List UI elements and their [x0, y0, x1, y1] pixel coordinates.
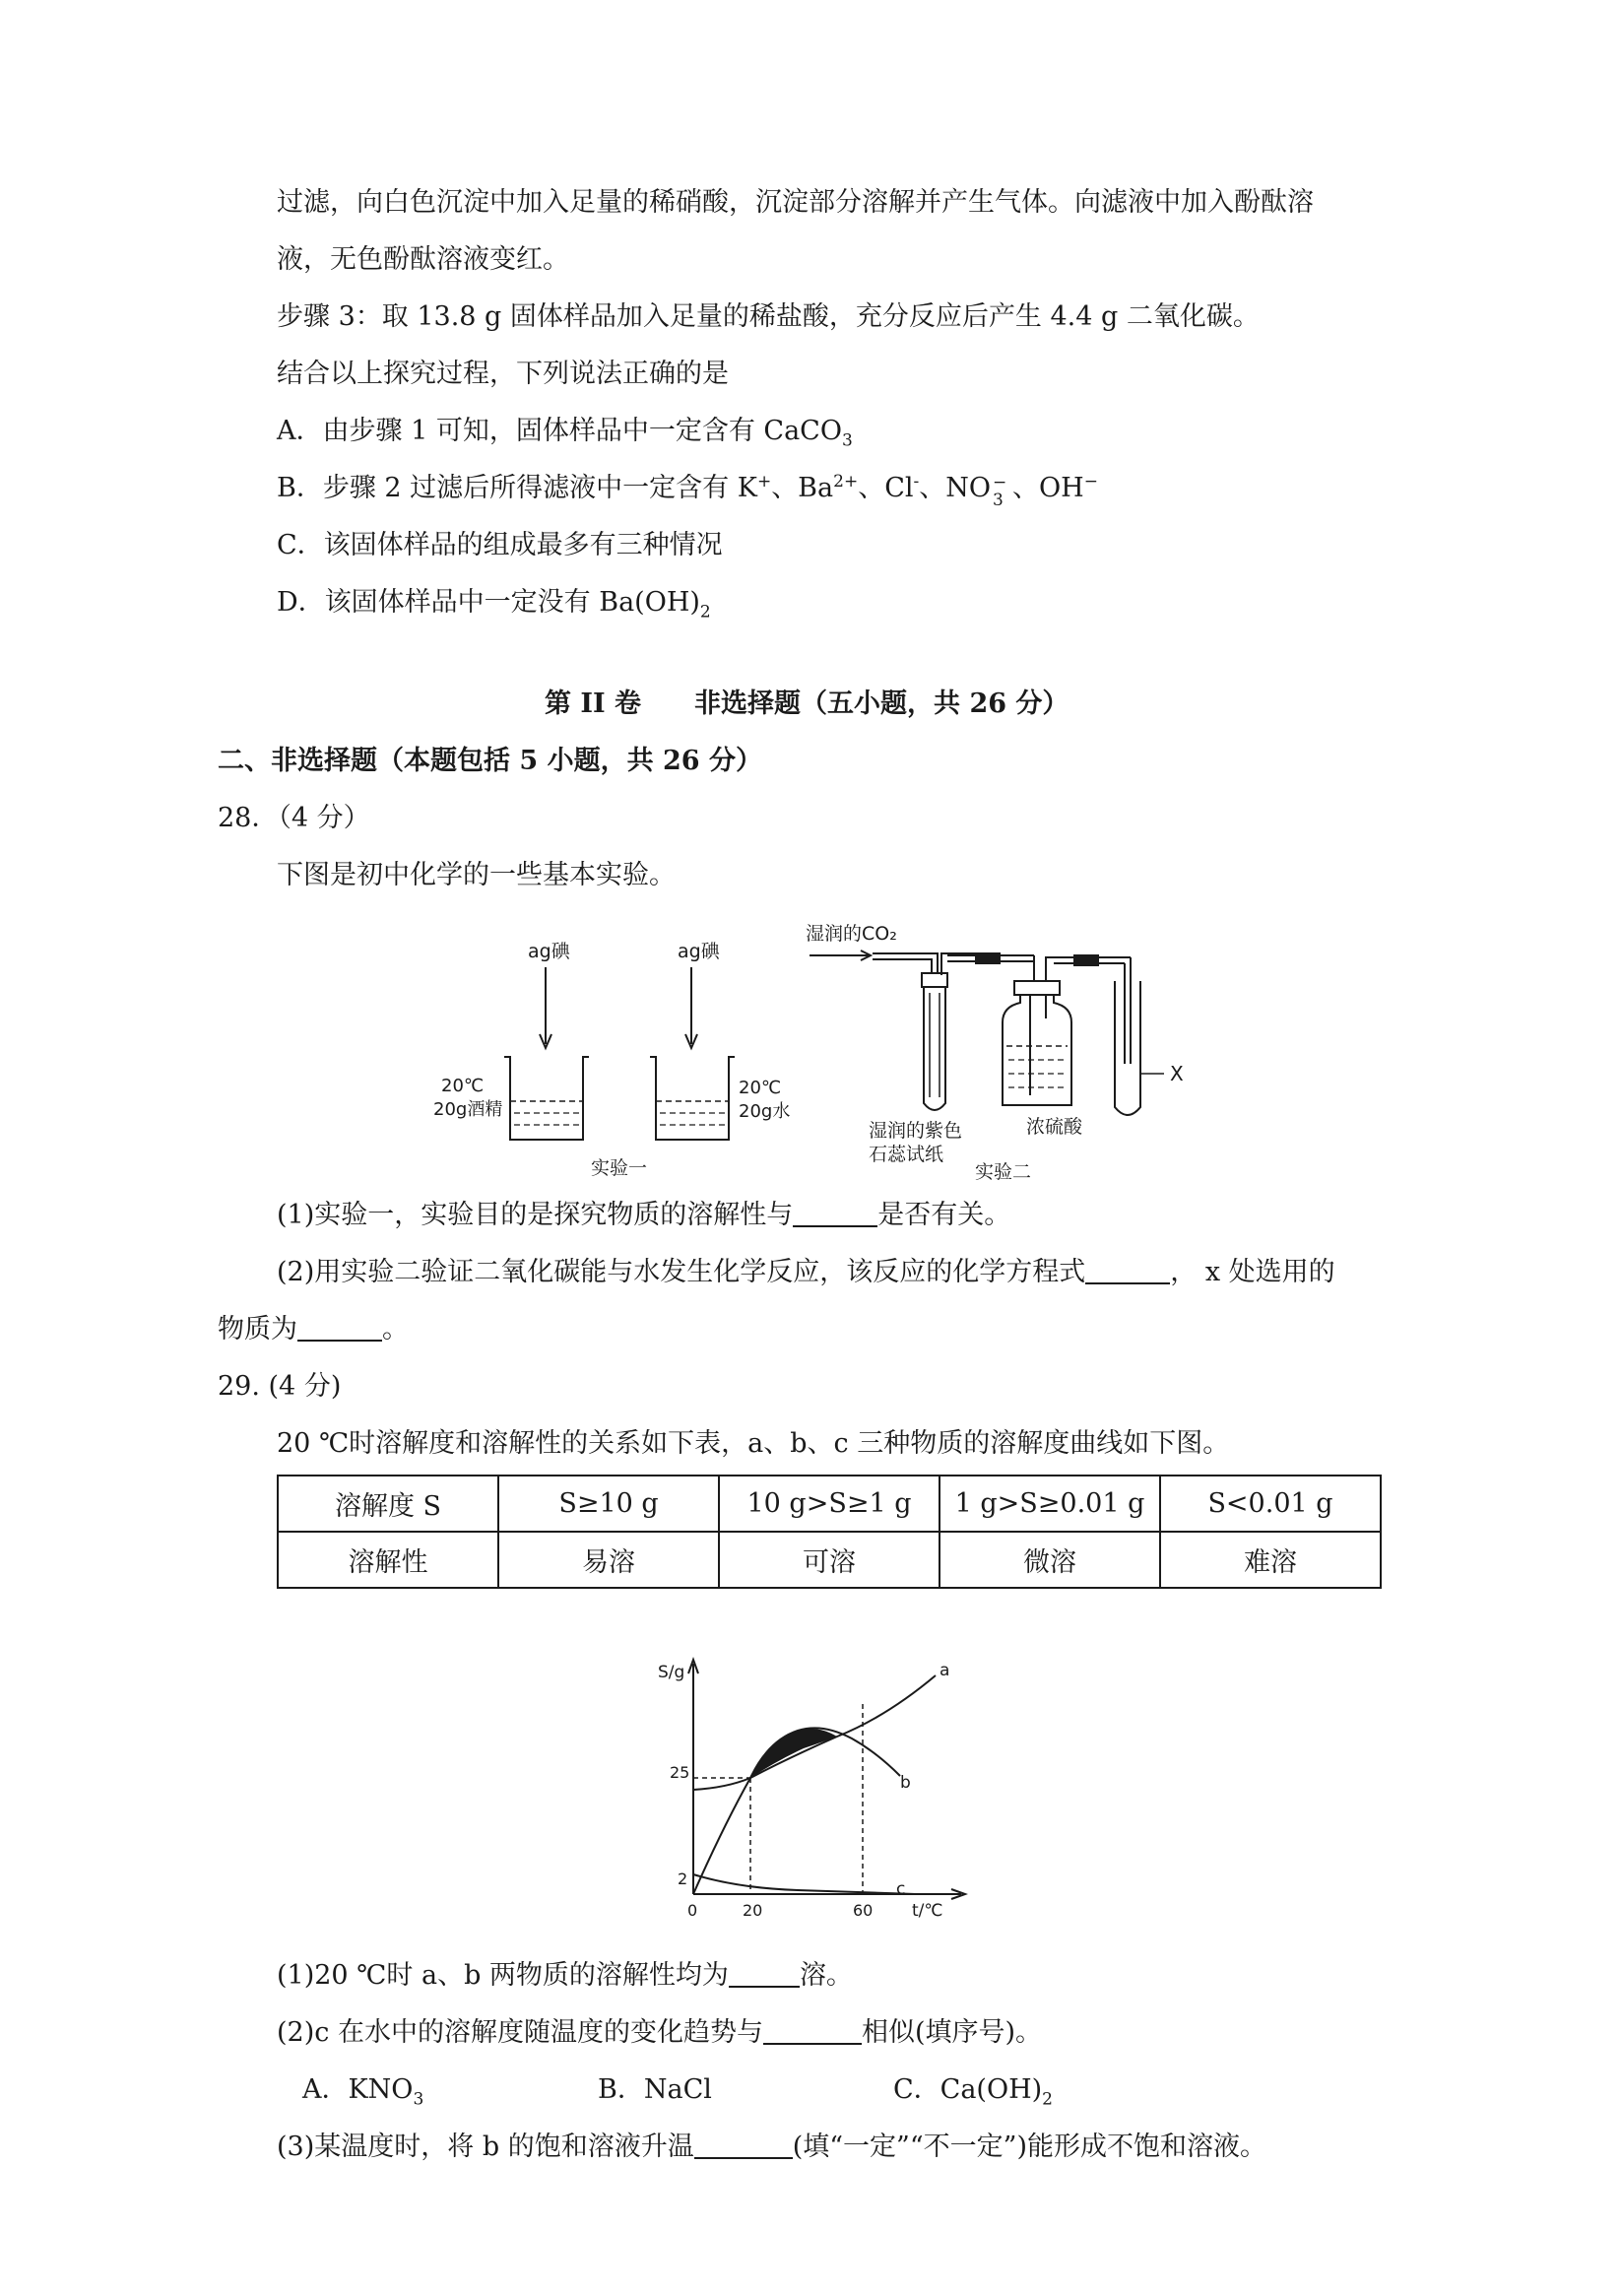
q29-sub3-post: (填“一定”“不一定”)能形成不饱和溶液。: [792, 2132, 1266, 2162]
q29-option-c-sub: 2: [1042, 2089, 1053, 2110]
q27-prompt: 结合以上探究过程，下列说法正确的是: [277, 359, 729, 389]
cond-2b: 20g水: [739, 1101, 791, 1122]
table-cell: S≥10 g: [498, 1476, 719, 1532]
q28-number: 28．（4 分）: [218, 803, 370, 833]
table-cell: S<0.01 g: [1160, 1476, 1381, 1532]
series-c-label: c: [896, 1879, 906, 1899]
table-cell: 溶解度 S: [278, 1476, 498, 1532]
answer-blank-4[interactable]: [729, 1960, 800, 1988]
table-row: [278, 1532, 1381, 1588]
q27-option-a: [277, 414, 853, 449]
sep4: 、OH: [1012, 473, 1084, 503]
q27-option-a-text: A．由步骤 1 可知，固体样品中一定含有 CaCO: [277, 416, 842, 446]
q28-sub2-line2-pre: 物质为: [218, 1314, 297, 1345]
x-label: X: [1170, 1062, 1184, 1085]
answer-blank-5[interactable]: [763, 2017, 862, 2045]
table-cell: 微溶: [940, 1532, 1160, 1588]
ion-k-charge: +: [756, 472, 772, 492]
q28-sub2-line2: [218, 1312, 409, 1347]
stopper-1: [922, 973, 947, 987]
iodine-label-2: ag碘: [678, 941, 720, 962]
sep3: 、NO: [919, 473, 992, 503]
y-tick-2: 2: [678, 1870, 688, 1888]
q29-sub1-post: 溶。: [799, 1960, 853, 1991]
beaker-2: [650, 1057, 735, 1140]
acid-label: 浓硫酸: [1026, 1116, 1083, 1138]
table-cell: 难溶: [1160, 1532, 1381, 1588]
q28-sub1: [277, 1198, 1010, 1233]
solubility-curve-chart: [640, 1650, 975, 1921]
series-b-label: b: [900, 1773, 911, 1793]
q29-sub2-post: 相似(填序号)。: [861, 2017, 1043, 2048]
x-axis-label: t/℃: [912, 1901, 943, 1921]
stopper-2: [1014, 981, 1060, 995]
ion-oh-charge: −: [1083, 472, 1098, 492]
cond-1b: 20g酒精: [433, 1099, 503, 1120]
answer-blank-3[interactable]: [297, 1314, 382, 1342]
q27-option-d-sub: 2: [699, 602, 711, 623]
q28-sub2-mid: ， x 处选用的: [1170, 1257, 1335, 1287]
table-cell: 可溶: [719, 1532, 940, 1588]
origin-label: 0: [687, 1901, 698, 1920]
answer-blank-2[interactable]: [1085, 1257, 1170, 1284]
solubility-table: [277, 1475, 1382, 1589]
exp2-label: 实验二: [975, 1161, 1032, 1182]
q28-intro: 下图是初中化学的一些基本实验。: [277, 860, 676, 890]
q27-step3: 步骤 3：取 13.8 g 固体样品加入足量的稀盐酸，充分反应后产生 4.4 g 二氧化碳。: [277, 301, 1260, 332]
y-tick-25: 25: [670, 1763, 690, 1782]
q27-option-d-text: D．该固体样品中一定没有 Ba(OH): [277, 587, 700, 618]
ion-cl-charge: -: [913, 472, 920, 492]
q27-text-line2: 液，无色酚酞溶液变红。: [277, 244, 569, 275]
q27-option-b-text: B．步骤 2 过滤后所得滤液中一定含有 K: [277, 473, 757, 503]
iodine-label-1: ag碘: [528, 941, 570, 962]
q29-sub2: [277, 2015, 1042, 2051]
table-cell: 1 g>S≥0.01 g: [940, 1476, 1160, 1532]
table-cell: 易溶: [498, 1532, 719, 1588]
table-cell: 溶解性: [278, 1532, 498, 1588]
q28-sub1-pre: (1)实验一，实验目的是探究物质的溶解性与: [277, 1200, 794, 1230]
sep1: 、Ba: [771, 473, 834, 503]
sep2: 、Cl: [858, 473, 914, 503]
table-cell: 10 g>S≥1 g: [719, 1476, 940, 1532]
ion-no3-sub: 3: [993, 491, 1004, 510]
q29-option-b: B．NaCl: [598, 2074, 712, 2105]
acid-bottle: [1003, 995, 1071, 1105]
beaker-1: [504, 1057, 589, 1140]
q29-sub3: [277, 2130, 1266, 2165]
x-tick-60: 60: [853, 1901, 874, 1920]
test-tube-1: [924, 987, 945, 1110]
section-heading: 二、非选择题（本题包括 5 小题，共 26 分）: [218, 746, 762, 776]
q29-option-a: [302, 2072, 423, 2108]
ion-no3-charge: −: [993, 473, 1007, 492]
connector-1-hose: [975, 952, 1001, 964]
q28-sub2-line2-post: 。: [382, 1314, 409, 1345]
q29-sub3-pre: (3)某温度时，将 b 的饱和溶液升温: [277, 2132, 694, 2162]
litmus-label-2: 石蕊试纸: [869, 1144, 944, 1165]
inlet-pipe: [873, 953, 938, 975]
q27-text-line1: 过滤，向白色沉淀中加入足量的稀硝酸，沉淀部分溶解并产生气体。向滤液中加入酚酞溶: [277, 187, 1314, 218]
q28-sub2-pre: (2)用实验二验证二氧化碳能与水发生化学反应，该反应的化学方程式: [277, 1257, 1086, 1287]
q27-option-d: [277, 585, 711, 621]
answer-blank-6[interactable]: [694, 2132, 793, 2159]
test-tube-2: [1115, 981, 1140, 1115]
curve-c: [693, 1874, 916, 1894]
q28-sub2: [277, 1255, 1335, 1290]
q27-option-c: C．该固体样品的组成最多有三种情况: [277, 530, 723, 560]
table-row: [278, 1476, 1381, 1532]
ion-no3-scripts: [991, 473, 1012, 510]
experiment-figure: [423, 916, 1221, 1182]
q29-sub2-pre: (2)c 在水中的溶解度随温度的变化趋势与: [277, 2017, 763, 2048]
y-axis-label: S/g: [658, 1663, 685, 1682]
q29-number: 29. (4 分): [218, 1371, 342, 1402]
answer-blank-1[interactable]: [793, 1200, 877, 1227]
q29-option-c-text: C．Ca(OH): [893, 2074, 1043, 2105]
exp1-label: 实验一: [591, 1157, 648, 1179]
q29-option-a-text: A．KNO: [302, 2074, 414, 2105]
q29-sub1: [277, 1958, 853, 1994]
cond-2a: 20℃: [739, 1078, 782, 1098]
connector-2-hose: [1073, 954, 1099, 966]
litmus-label-1: 湿润的紫色: [869, 1120, 963, 1142]
q29-option-a-sub: 3: [413, 2089, 424, 2110]
q29-sub1-pre: (1)20 ℃时 a、b 两物质的溶解性均为: [277, 1960, 729, 1991]
q27-option-a-sub: 3: [841, 430, 853, 451]
volume-title: 第 II 卷 非选择题（五小题，共 26 分）: [545, 689, 1069, 719]
q29-option-c: [893, 2072, 1053, 2108]
x-tick-20: 20: [743, 1901, 763, 1920]
co2-label: 湿润的CO₂: [806, 923, 897, 945]
q29-intro: 20 ℃时溶解度和溶解性的关系如下表，a、b、c 三种物质的溶解度曲线如下图。: [277, 1428, 1230, 1459]
cond-1a: 20℃: [441, 1076, 485, 1096]
series-a-label: a: [940, 1661, 950, 1680]
q28-sub1-post: 是否有关。: [877, 1200, 1011, 1230]
q27-option-b: [277, 471, 1098, 510]
ion-ba-charge: 2+: [833, 472, 859, 492]
